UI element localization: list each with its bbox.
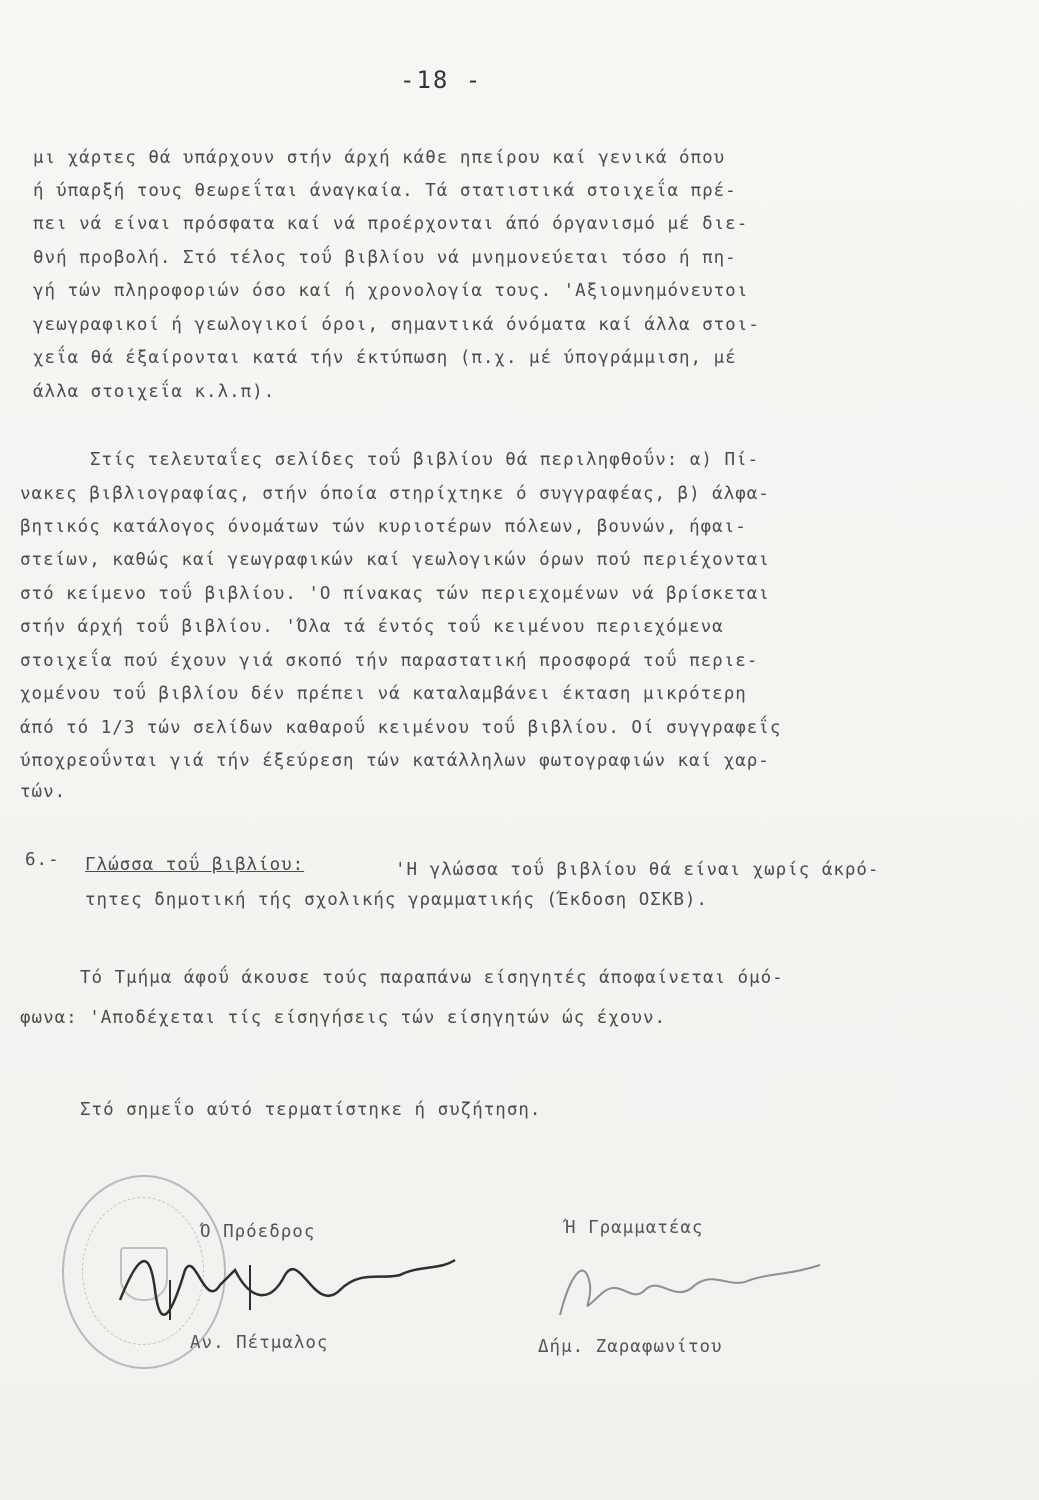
text-line: γή τών πληροφοριών όσο καί ή χρονολογία τους. 'Αξιομνημόνευτοι <box>33 281 749 301</box>
text-line: Στό σημεΐο αύτό τερματίστηκε ή συζήτηση. <box>80 1100 542 1120</box>
text-line: 'Η γλώσσα τοΰ βιβλίου θά είναι χωρίς άκρό- <box>395 860 880 880</box>
text-line: πει νά είναι πρόσφατα καί νά προέρχονται άπό όργανισμό μέ διε- <box>33 214 749 234</box>
text-line: τητες δημοτική τής σχολικής γραμματικής (Έκδοση ΟΣΚΒ). <box>85 890 708 910</box>
text-line: βητικός κατάλογος όνομάτων τών κυριοτέρων πόλεων, βουνών, ήφαι- <box>20 517 747 537</box>
text-line: φωνα: 'Αποδέχεται τίς είσηγήσεις τών είσηγητών ώς έχουν. <box>20 1008 667 1028</box>
text-line: χεΐα θά έξαίρονται κατά τήν έκτύπωση (π.χ. μέ ύπογράμμιση, μέ <box>33 348 737 368</box>
text-line: άπό τό 1/3 τών σελίδων καθαροΰ κειμένου τοΰ βιβλίου. Οί συγγραφεΐς <box>20 718 782 738</box>
text-line: ή ύπαρξή τους θεωρεΐται άναγκαία. Τά στατιστικά στοιχεΐα πρέ- <box>33 181 737 201</box>
text-line: χομένου τοΰ βιβλίου δέν πρέπει νά καταλαμβάνει έκταση μικρότερη <box>20 684 747 704</box>
section-number: 6.- <box>25 850 60 870</box>
text-line: στοιχεΐα πού έχουν γιά σκοπό τήν παραστατική προσφορά τοΰ περιε- <box>20 651 759 671</box>
text-line: νακες βιβλιογραφίας, στήν όποία στηρίχτηκε ό συγγραφέας, β) άλφα- <box>20 484 770 504</box>
text-line: στείων, καθώς καί γεωγραφικών καί γεωλογικών όρων πού περιέχονται <box>20 550 770 570</box>
text-line: Στίς τελευταΐες σελίδες τοΰ βιβλίου θά περιληφθοΰν: α) Πί- <box>90 450 760 470</box>
text-line: ύποχρεοΰνται γιά τήν έξεύρεση τών κατάλληλων φωτογραφιών καί χαρ- <box>20 751 770 771</box>
text-line: γεωγραφικοί ή γεωλογικοί όροι, σημαντικά όνόματα καί άλλα στοι- <box>33 315 760 335</box>
handwritten-signature-president <box>110 1230 470 1340</box>
signatory-name: Αν. Πέτμαλος <box>190 1333 329 1353</box>
signature-role: Ή Γραμματέας <box>565 1218 704 1238</box>
text-line: τών. <box>20 782 67 802</box>
page-number: -18 - <box>400 66 483 94</box>
text-line: θνή προβολή. Στό τέλος τοΰ βιβλίου νά μνημονεύεται τόσο ή πη- <box>33 248 737 268</box>
text-line: στήν άρχή τοΰ βιβλίου. 'Όλα τά έντός τοΰ κειμένου περιεχόμενα <box>20 617 724 637</box>
handwritten-signature-secretary <box>530 1245 850 1335</box>
text-line: μι χάρτες θά υπάρχουν στήν άρχή κάθε ηπείρου καί γενικά όπου <box>33 148 726 168</box>
signature-role: Ό Πρόεδρος <box>200 1222 316 1242</box>
text-line: στό κείμενο τοΰ βιβλίου. 'Ο πίνακας τών περιεχομένων νά βρίσκεται <box>20 584 770 604</box>
section-heading: Γλώσσα τοΰ βιβλίου: <box>85 855 305 875</box>
text-line: άλλα στοιχεΐα κ.λ.π). <box>33 382 276 402</box>
signatory-name: Δήμ. Ζαραφωνίτου <box>538 1337 723 1357</box>
text-line: Τό Τμήμα άφοΰ άκουσε τούς παραπάνω είσηγητές άποφαίνεται όμό- <box>80 968 784 988</box>
